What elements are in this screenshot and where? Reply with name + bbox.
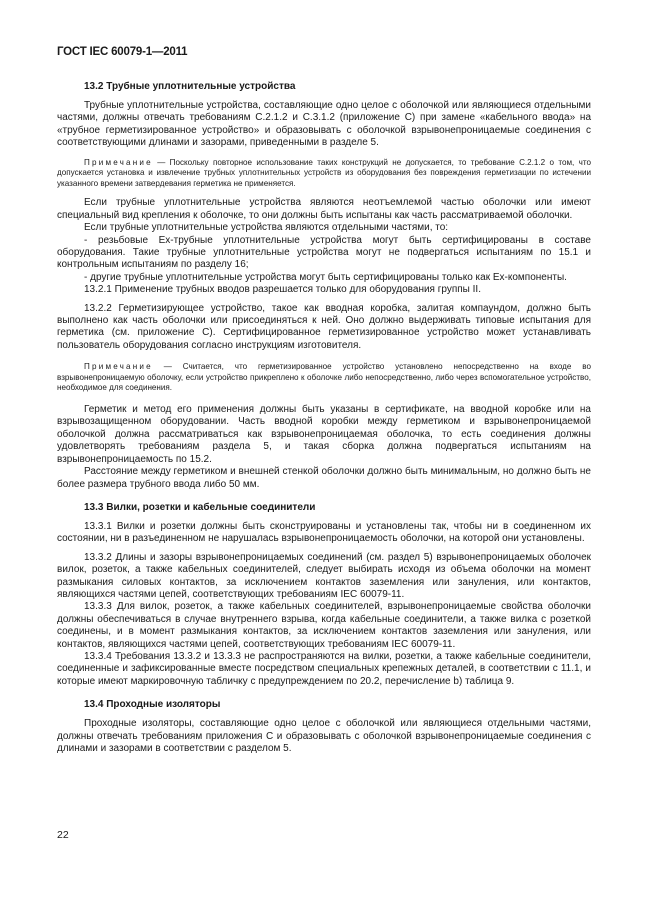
note-label: Примечание — [84, 362, 153, 372]
paragraph: Если трубные уплотнительные устройства являются отдельными частями, то: — [84, 222, 449, 234]
paragraph: Трубные уплотнительные устройства, составляющие одно целое с оболочкой или являющиеся отдельными частями, должны отвечать требованиям С.2.1.2 и С.3.1.2 (приложение С) при замене «кабельного ввода» на «трубное герметизированное устройство» и образовывать с оболочкой взрывонепроницаемые соединения с соответствующими длинами и зазорами, приведенными в разделе 5. — [57, 100, 591, 149]
note — [57, 362, 591, 394]
page-content — [57, 80, 591, 755]
paragraph: 13.3.2 Длины и зазоры взрывонепроницаемых соединений (см. раздел 5) взрывонепроницаемых оболочек вилок, розеток, а также кабельных соединителей, следует выбирать исходя из объема оболочки на момент размыкания силовых контактов, за исключением контактов заземления или зануления, или контактов, являющихся частями цепей, соответствующих требованиям IEC 60079-11. — [57, 551, 591, 600]
paragraph: Герметик и метод его применения должны быть указаны в сертификате, на вводной коробке или на взрывозащищенном оборудовании. Часть вводной коробки между герметиком и взрывонепроницаемой оболочкой должна рассматриваться как взрывонепроницаемая оболочка, то есть соединения должны удовлетворять требованиям раздела 5, и такая сборка должна подвергаться испытаниям на взрывонепроницаемость по 15.2. — [57, 404, 591, 465]
note-text: — Поскольку повторное использование таких конструкций не допускается, то требование С.2.1.2 о том, что допускается установка и извлечение трубных уплотнительных устройств из оборудования без повреждения герметизации по истечении указанного времени затвердевания герметика не применяется. — [57, 157, 591, 188]
paragraph: Проходные изоляторы, составляющие одно целое с оболочкой или являющиеся отдельными частями, должны отвечать требованиям приложения С и образовывать с оболочкой взрывонепроницаемые соединения с длинами и зазорами в соответствии с разделом 5. — [57, 718, 591, 754]
paragraph: 13.2.2 Герметизирующее устройство, такое как вводная коробка, залитая компаундом, должно быть выполнено как часть оболочки или присоединяться к ней. Оно должно выдерживать типовые испытания для герметика (см. приложение С). Сертифицированное герметизированное устройство может устанавливать пользователь оборудования согласно инструкциям изготовителя. — [57, 302, 591, 351]
section-heading-13-2: 13.2 Трубные уплотнительные устройства — [84, 81, 296, 92]
section-heading-13-3: 13.3 Вилки, розетки и кабельные соединители — [84, 501, 316, 513]
paragraph: Если трубные уплотнительные устройства являются неотъемлемой частью оболочки или имеют специальный вид крепления к оболочке, то они должны быть испытаны как часть рассматриваемой оболочки. — [57, 197, 591, 221]
list-item: - другие трубные уплотнительные устройства могут быть сертифицированы только как Ех-компоненты. — [84, 271, 567, 283]
page-number: 22 — [57, 829, 69, 841]
note-text: — Считается, что герметизированное устройство установлено непосредственно на входе во взрывонепроницаемую оболочку, если устройство прикреплено к оболочке либо непосредственно, либо через вспомогательное устройство, необходимое для соединения. — [57, 362, 591, 393]
paragraph: 13.2.1 Применение трубных вводов разрешается только для оборудования группы II. — [84, 284, 481, 296]
paragraph: 13.3.4 Требования 13.3.2 и 13.3.3 не распространяются на вилки, розетки, а также кабельные соединители, соединенные и зафиксированные вместе посредством специальных крепежных деталей, в соответствии с 11.1, и которые имеют маркировочную табличку с предупреждением по 20.2, перечисление b) таблица 9. — [57, 650, 591, 687]
list-item: - резьбовые Ех-трубные уплотнительные устройства могут быть сертифицированы в составе оборудования. Такие трубные уплотнительные устройства могут не подвергаться испытаниям по 15.1 и контрольным испытаниям по разделу 16; — [57, 234, 591, 271]
paragraph: 13.3.3 Для вилок, розеток, а также кабельных соединителей, взрывонепроницаемые свойства оболочки должны обеспечиваться в случае внутреннего взрыва, когда кабельные соединители, а также вилка с розеткой соединены, и в момент размыкания контактов, за исключением контактов заземления или зануления, или контактов, являющихся частями цепей, соответствующих требованиям IEC 60079-11. — [57, 601, 591, 650]
note — [57, 158, 591, 190]
paragraph: Расстояние между герметиком и внешней стенкой оболочки должно быть минимальным, но должно быть не более размера трубного ввода либо 50 мм. — [57, 466, 591, 490]
paragraph: 13.3.1 Вилки и розетки должны быть сконструированы и установлены так, чтобы ни в соединенном их состоянии, ни в разъединенном не нарушалась взрывонепроницаемость оболочки, на которой они установлены. — [57, 520, 591, 545]
document-header: ГОСТ IEC 60079-1—2011 — [57, 46, 188, 58]
section-heading-13-4: 13.4 Проходные изоляторы — [84, 699, 221, 711]
note-label: Примечание — [84, 157, 153, 167]
